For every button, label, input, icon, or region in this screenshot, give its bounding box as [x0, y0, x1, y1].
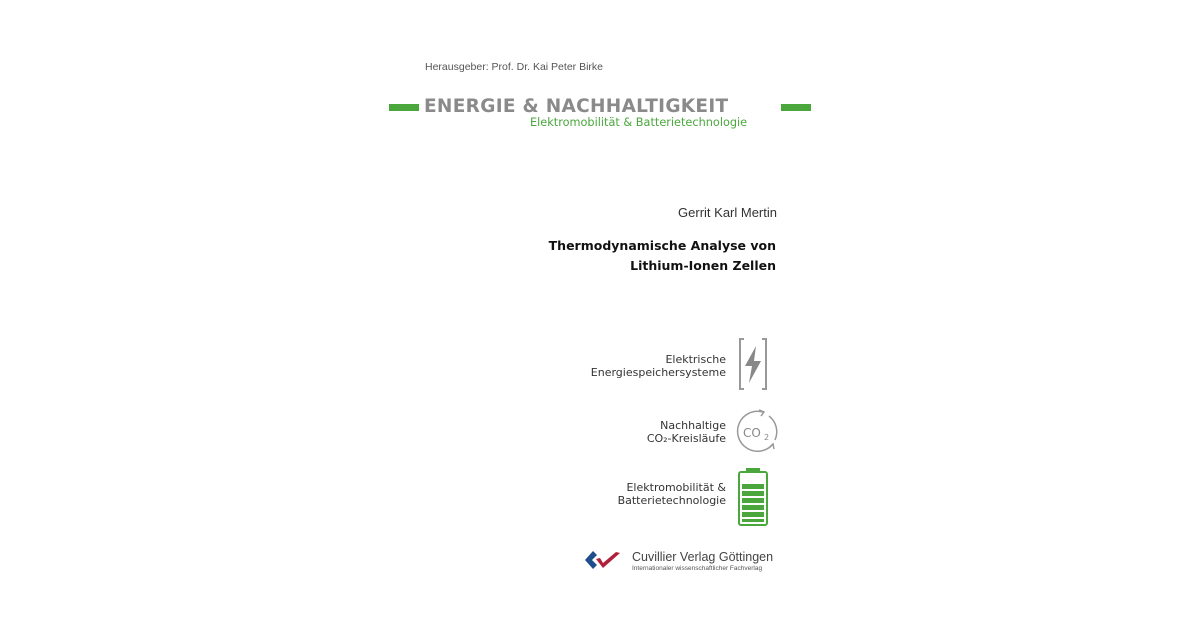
svg-text:2: 2: [764, 433, 770, 442]
publisher-tagline: Internationaler wissenschaftlicher Fachverlag: [632, 565, 763, 572]
series-subtitle: Elektromobilität & Batterietechnologie: [530, 116, 748, 129]
series-title: ENERGIE & NACHHALTIGKEIT: [424, 96, 729, 117]
feature-line: Batterietechnologie: [617, 494, 726, 507]
editor-line: Herausgeber: Prof. Dr. Kai Peter Birke: [425, 61, 603, 73]
series-bar-right: [781, 104, 811, 111]
feature-co2: [647, 419, 726, 445]
book-title: [549, 236, 776, 276]
battery-icon: [737, 467, 769, 527]
co2-cycle-icon: [733, 408, 781, 456]
feature-line: Elektrische: [665, 353, 726, 366]
svg-text:CO: CO: [743, 426, 761, 440]
title-line-2: Lithium-Ionen Zellen: [630, 258, 776, 273]
feature-line: Elektromobilität &: [626, 481, 726, 494]
feature-energy-storage: [591, 353, 726, 379]
feature-line: CO₂-Kreisläufe: [646, 432, 726, 445]
publisher-logo-icon: [583, 549, 623, 573]
feature-line: Energiespeichersysteme: [590, 366, 726, 379]
title-line-1: Thermodynamische Analyse von: [548, 238, 776, 253]
publisher-name: Cuvillier Verlag Göttingen: [632, 550, 774, 564]
feature-line: Nachhaltige: [660, 419, 726, 432]
feature-battery: [618, 481, 726, 507]
lightning-icon: [737, 337, 769, 391]
series-bar-left: [389, 104, 419, 111]
author-name: Gerrit Karl Mertin: [678, 205, 777, 220]
